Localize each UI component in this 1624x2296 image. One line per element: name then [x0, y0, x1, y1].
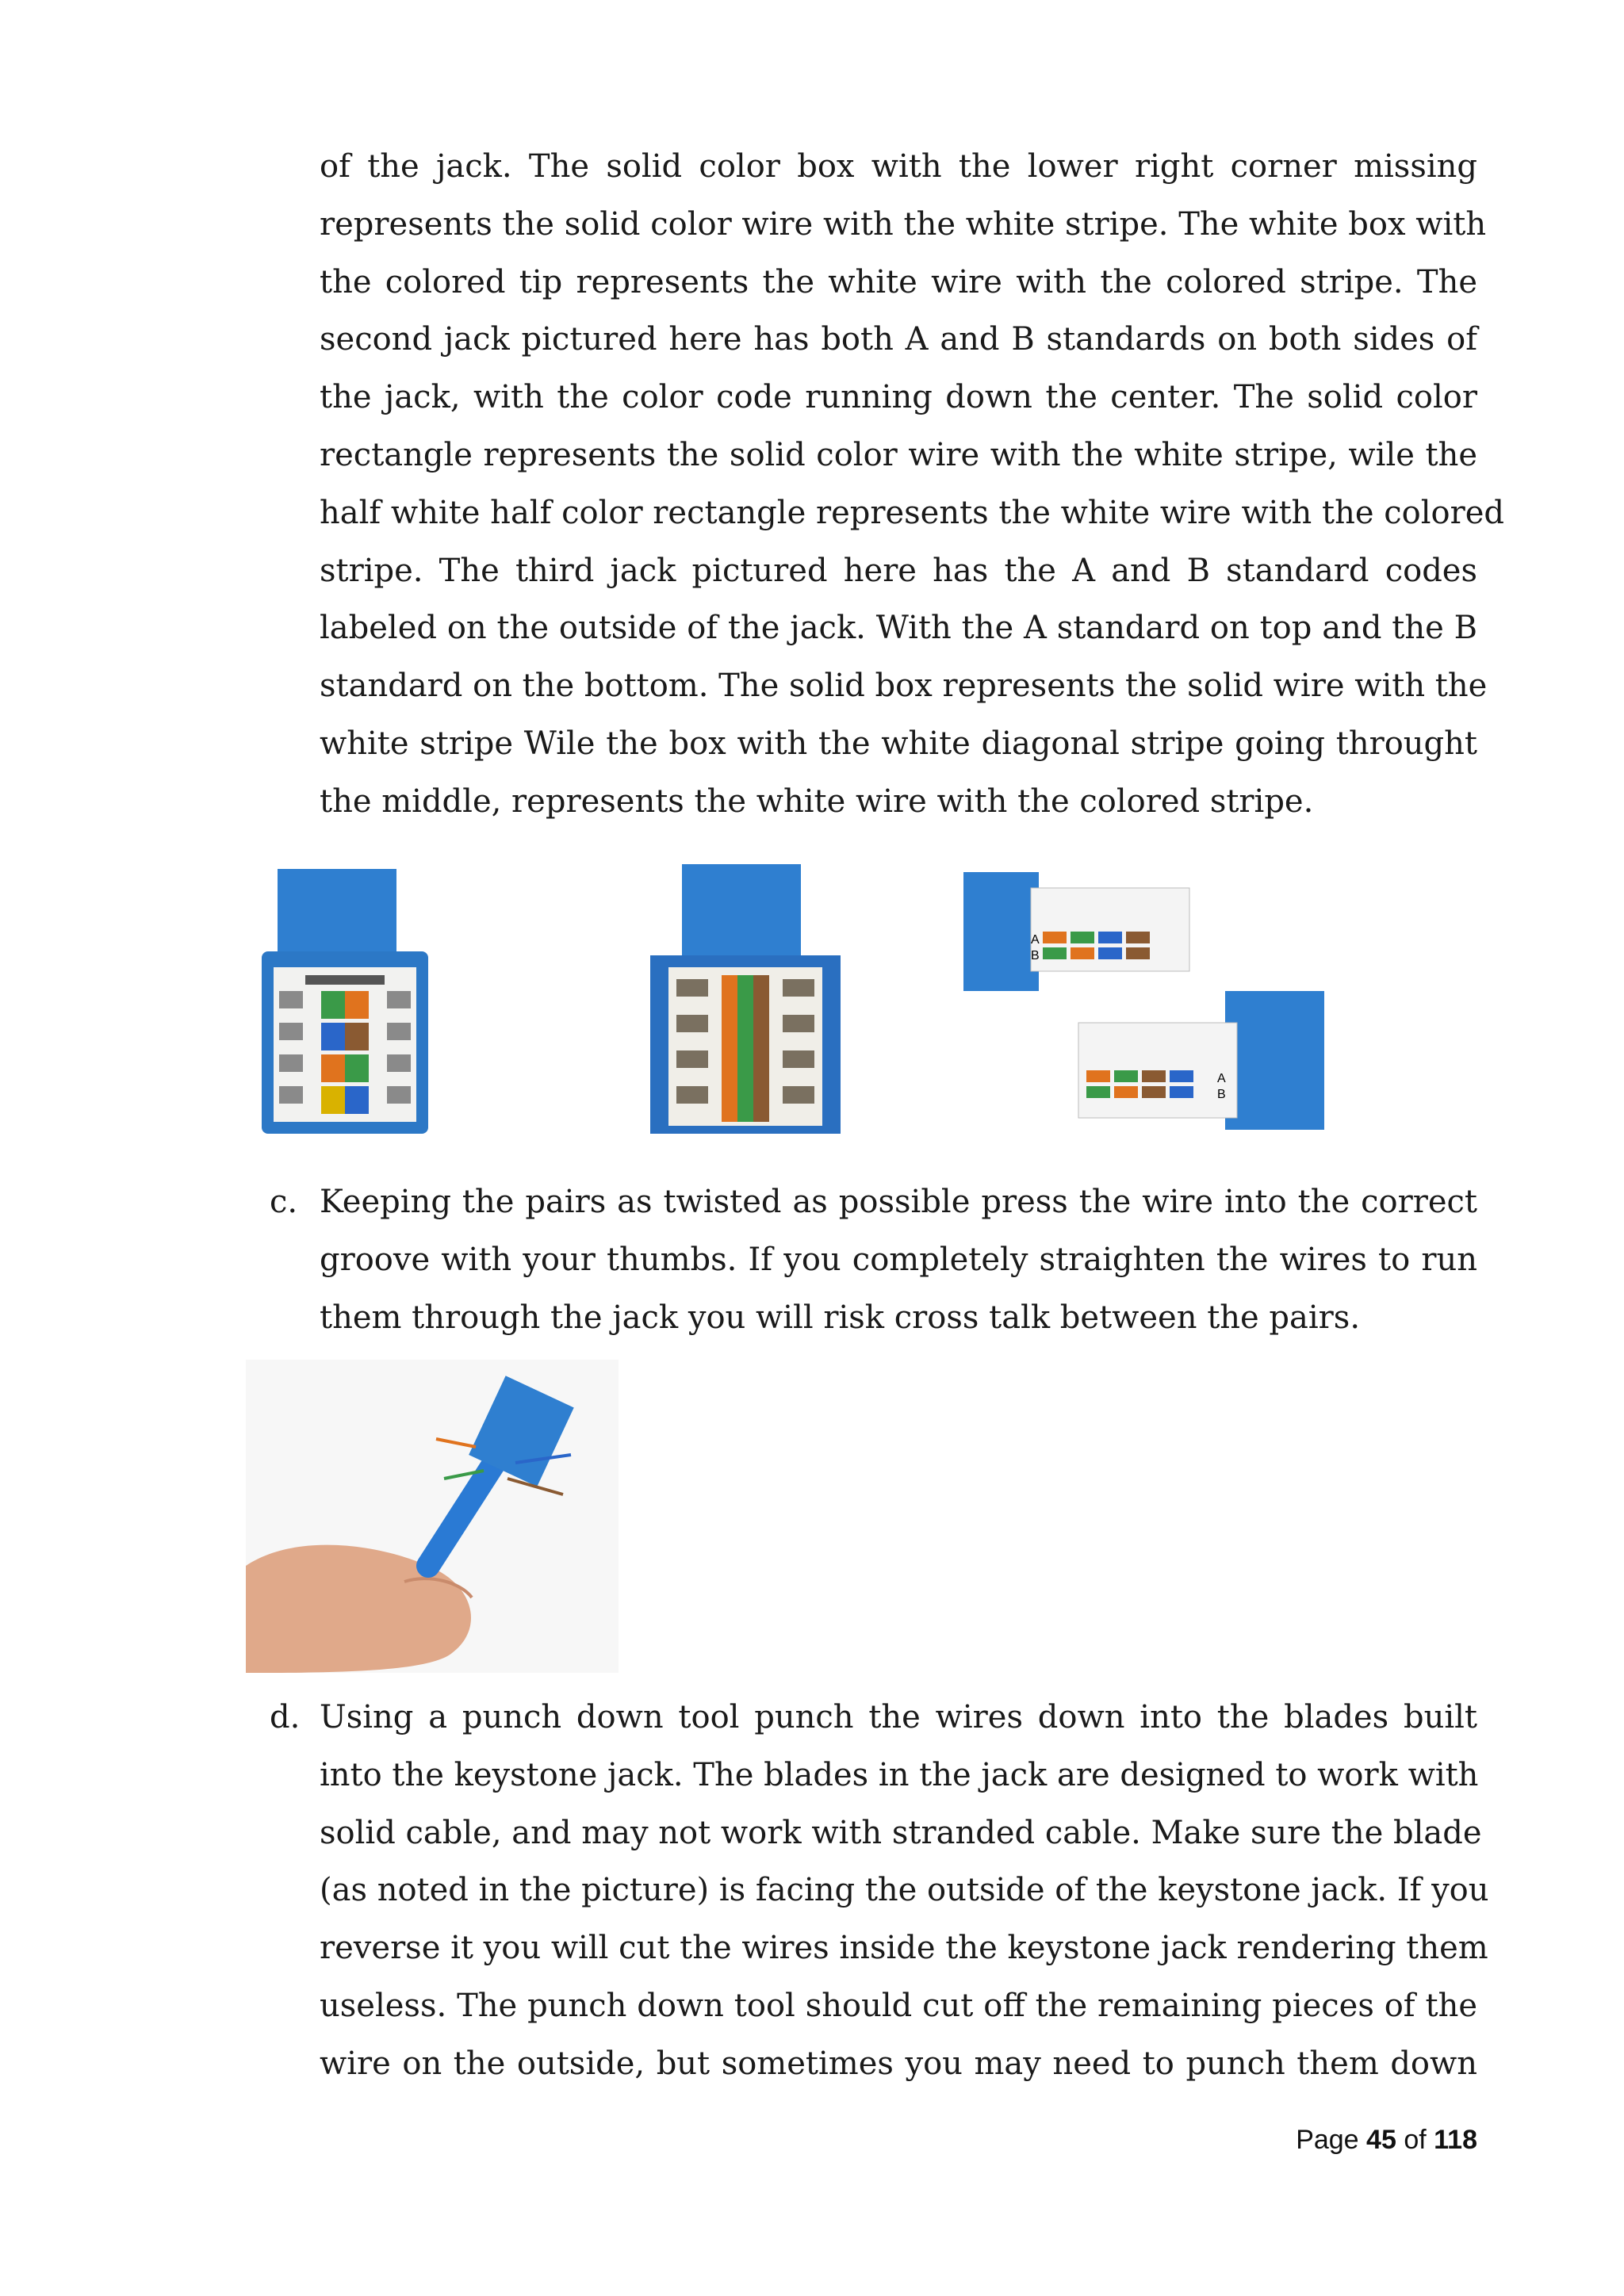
intro-paragraph: [320, 138, 1505, 831]
page-total: 118: [1434, 2125, 1477, 2155]
text-line: groove with your thumbs. If you completely straighten the wires to run: [320, 1241, 1477, 1278]
page-prefix: Page: [1296, 2125, 1359, 2155]
text-line: half white half color rectangle represents the white wire with the colored: [320, 494, 1505, 531]
page-of: of: [1404, 2125, 1427, 2155]
text-line: reverse it you will cut the wires inside the keystone jack rendering them: [320, 1930, 1488, 1967]
keystone-jacks-ab-labels-image: [956, 856, 1368, 1150]
text-line: wire on the outside, but sometimes you may need to punch them down: [320, 2045, 1477, 2082]
keystone-jack-center-code-image: [646, 860, 845, 1138]
step-c-marker: c.: [270, 1184, 298, 1220]
step-d-marker: d.: [270, 1699, 301, 1735]
text-line: rectangle represents the solid color wire with the white stripe, wile the: [320, 436, 1477, 473]
hand-pressing-wires-image: [246, 1360, 619, 1673]
page-footer: [1296, 2125, 1477, 2156]
text-line: them through the jack you will risk cross talk between the pairs.: [320, 1299, 1361, 1336]
text-line: the middle, represents the white wire with the colored stripe.: [320, 783, 1314, 820]
text-line: into the keystone jack. The blades in the jack are designed to work with: [320, 1756, 1479, 1793]
label-a-top: A: [1031, 933, 1040, 947]
page-current: 45: [1366, 2125, 1396, 2155]
step-c-paragraph: [320, 1173, 1477, 1346]
text-line: the jack, with the color code running down the center. The solid color: [320, 379, 1477, 416]
text-line: white stripe Wile the box with the white diagonal stripe going throught: [320, 725, 1477, 762]
label-b-top: B: [1031, 949, 1040, 962]
text-line: of the jack. The solid color box with the lower right corner missing: [320, 148, 1477, 185]
text-line: (as noted in the picture) is facing the outside of the keystone jack. If you: [320, 1872, 1489, 1909]
text-line: second jack pictured here has both A and B standards on both sides of: [320, 321, 1477, 358]
label-b-bottom: B: [1217, 1088, 1226, 1101]
text-line: standard on the bottom. The solid box represents the solid wire with the: [320, 668, 1488, 705]
text-line: stripe. The third jack pictured here has the A and B standard codes: [320, 552, 1477, 589]
text-line: useless. The punch down tool should cut off the remaining pieces of the: [320, 1987, 1477, 2024]
text-line: Using a punch down tool punch the wires down into the blades built: [320, 1699, 1477, 1735]
text-line: labeled on the outside of the jack. With the A standard on top and the B: [320, 610, 1477, 647]
text-line: solid cable, and may not work with stranded cable. Make sure the blade: [320, 1814, 1482, 1851]
text-line: the colored tip represents the white wire with the colored stripe. The: [320, 263, 1477, 300]
step-d-paragraph: [320, 1689, 1489, 2093]
text-line: Keeping the pairs as twisted as possible press the wire into the correct: [320, 1184, 1477, 1220]
keystone-jack-front-image: [246, 864, 444, 1142]
label-a-bottom: A: [1217, 1072, 1226, 1085]
text-line: represents the solid color wire with the white stripe. The white box with: [320, 205, 1487, 243]
